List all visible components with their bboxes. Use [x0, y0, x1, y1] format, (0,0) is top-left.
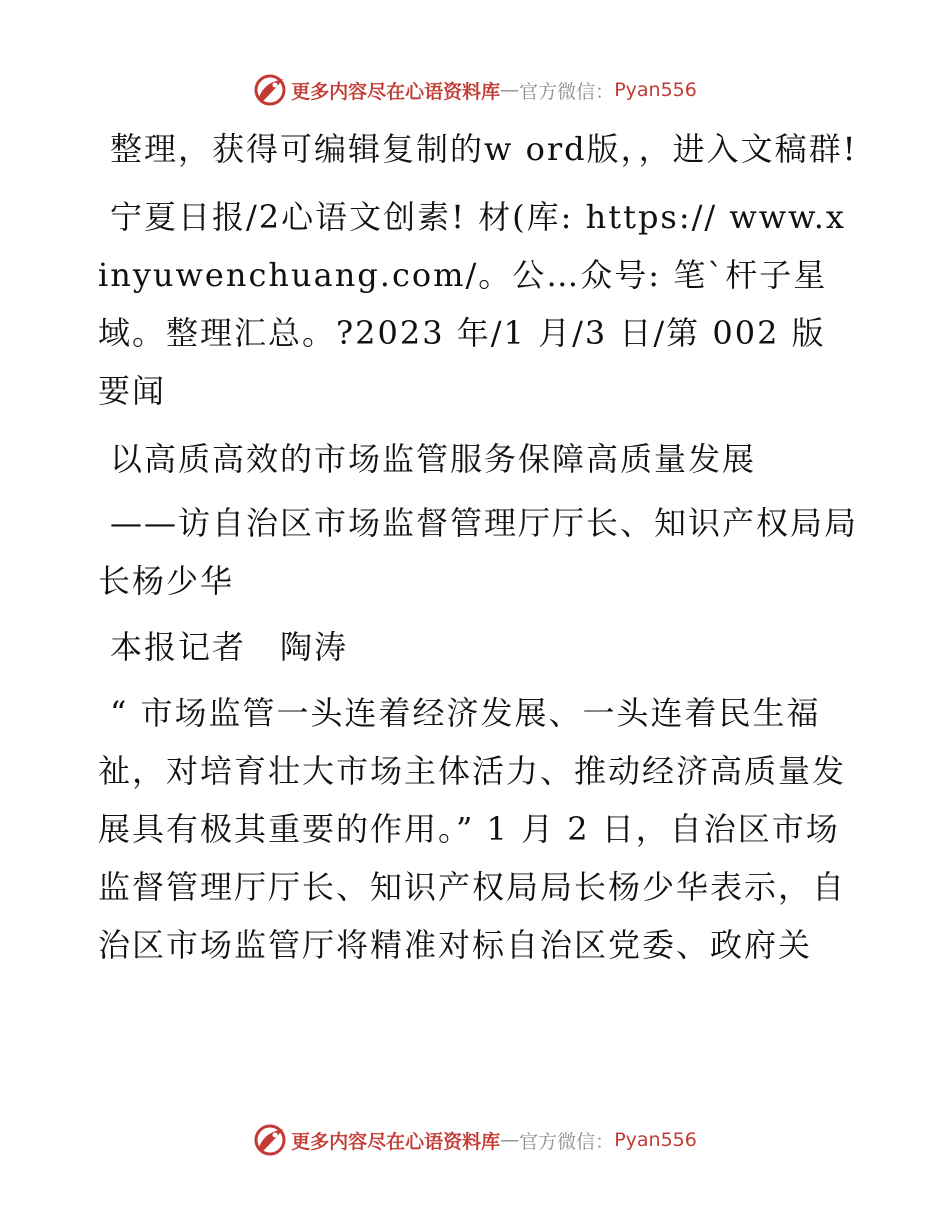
banner-wechat-id: Pyan556 — [614, 79, 697, 101]
banner-promo-text: 更多内容尽在心语资料库 — [291, 80, 501, 103]
banner-promo-text: 更多内容尽在心语资料库 — [291, 1130, 501, 1153]
article-subheadline: ——访自治区市场监督管理厅厅长、知识产权局局长杨少华 — [98, 504, 859, 600]
article-headline: 以高质高效的市场监管服务保障高质量发展 — [110, 440, 757, 478]
article-content — [98, 120, 858, 974]
banner-wechat-label: 官方微信： — [519, 1130, 615, 1153]
banner-dash: — — [500, 79, 520, 101]
header-banner — [0, 70, 950, 110]
article-byline: 本报记者 陶涛 — [110, 628, 349, 666]
banner-wechat-label: 官方微信： — [519, 80, 615, 103]
source-paragraph: 宁夏日报/2心语文创素! 材(库: https:// www.xinyuwenchuang.com/。公…众号: 笔`杆子星域。整理汇总。?2023 年/1 月/3 日/第 002 版要闻 — [98, 198, 846, 410]
intro-paragraph: 整理，获得可编辑复制的w ord版，，进入文稿群! — [110, 130, 858, 168]
banner-dash: — — [500, 1129, 520, 1151]
banner-wechat-id: Pyan556 — [614, 1129, 697, 1151]
article-body-paragraph: “ 市场监管一头连着经济发展、一头连着民生福祉，对培育壮大市场主体活力、推动经济高质量发展具有极其重要的作用。” 1 月 2 日，自治区市场监督管理厅厅长、知识产权局局长杨少华表示，自治区市场监管厅将精准对标自治区党委、政府关 — [98, 694, 847, 964]
brand-logo-icon — [253, 1123, 287, 1157]
footer-banner — [0, 1120, 950, 1160]
brand-logo-icon — [253, 73, 287, 107]
